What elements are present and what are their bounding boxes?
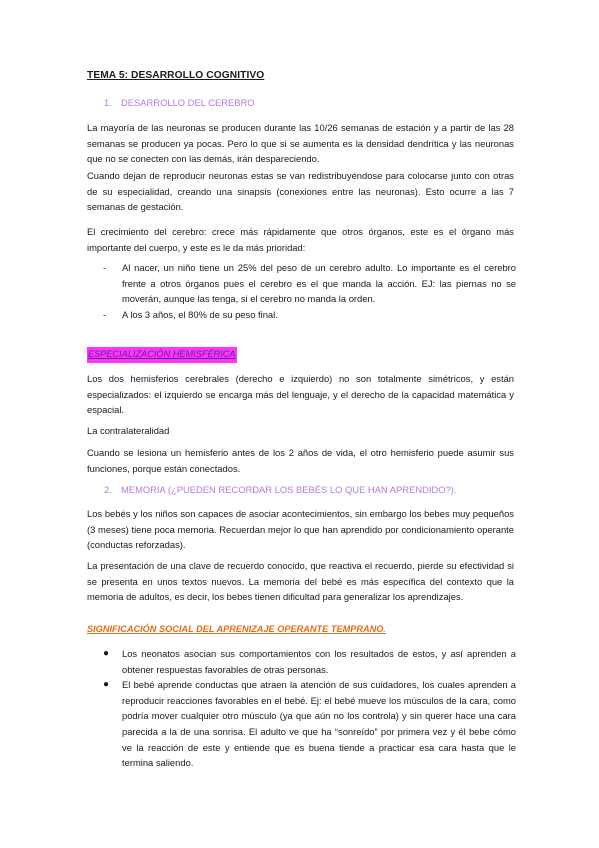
paragraph: Los bebés y los niños son capaces de asociar acontecimientos, sin embargo los bebes muy pequeños (3 meses) tiene poca memoria. Recuerdan mejor lo que han aprendido por condicionamiento operante (conductas reforzadas). — [87, 508, 514, 551]
orange-heading-suffix: . — [383, 624, 386, 634]
bullet-list — [103, 646, 516, 771]
list-item — [103, 677, 516, 771]
section-title: MEMORIA (¿PUEDEN RECORDAR LOS BEBÉS LO QUE HAN APRENDIDO?). — [121, 484, 457, 495]
list-item-text: Al nacer, un niño tiene un 25% del peso de un cerebro adulto. Lo importante es el cerebro frente a otros órganos pues el cerebro es el que manda la acción. EJ: las piernas no se moverán, aunque las tenga, si el cerebro no manda la orden. — [122, 262, 516, 305]
paragraph: Los dos hemisferios cerebrales (derecho e izquierdo) no son totalmente simétricos, y están especializados: el izquierdo se encarga más del lenguaje, y el derecho de la capacidad matemática y espacial. — [87, 373, 514, 416]
list-item — [103, 646, 516, 677]
section-number: 2. — [104, 484, 112, 495]
paragraph: La contralateralidad — [87, 425, 170, 436]
section-heading-memory — [104, 482, 456, 498]
list-item-text: Los neonatos asocian sus comportamientos con los resultados de estos, y así aprenden a obtener respuestas favorables de otras personas. — [122, 648, 516, 675]
list-marker: - — [103, 262, 107, 273]
bullet-marker: ● — [103, 648, 110, 659]
section-heading-brain — [104, 95, 255, 111]
paragraph: Cuando se lesiona un hemisferio antes de los 2 años de vida, el otro hemisferio puede asumir sus funciones, porque están conectados. — [87, 447, 514, 474]
orange-heading — [87, 622, 386, 638]
section-title: DESARROLLO DEL CEREBRO — [121, 97, 255, 108]
list-item — [103, 260, 516, 307]
bullet-marker: ● — [103, 679, 110, 691]
paragraph: El crecimiento del cerebro: crece más rápidamente que otros órganos, este es el órgano más importante del cuerpo, y este es le da más prioridad: — [87, 226, 514, 253]
list-item — [103, 307, 516, 323]
dash-list — [103, 260, 516, 322]
paragraph: La presentación de una clave de recuerdo conocido, que reactiva el recuerdo, pierde su efectividad si se presenta en unos textos nuevos. La memoria del bebé es más específica del contexto que la memoria de adultos, es decir, los bebes tienen dificultad para generalizar los aprendizajes. — [87, 560, 514, 603]
paragraph: Cuando dejan de reproducir neuronas estas se van redistribuyéndose para colocarse junto con otras de su especialidad, creando una sinapsis (conexiones entre las neuronas). Esto ocurre a las 7 semanas de gestación. — [87, 170, 514, 213]
list-marker: - — [103, 308, 107, 320]
page-title: TEMA 5: DESARROLLO COGNITIVO — [87, 70, 265, 81]
list-item-text: A los 3 años, el 80% de su peso final. — [122, 308, 278, 320]
orange-heading-text: SIGNIFICACIÓN SOCIAL DEL APRENIZAJE OPERANTE TEMPRANO — [87, 624, 384, 634]
highlighted-heading: ESPECIALIZACIÓN HEMISFÉRICA — [87, 347, 237, 363]
paragraph: La mayoría de las neuronas se producen durante las 10/26 semanas de estación y a partir de las 28 semanas se producen ya pocas. Pero lo que si se aumenta es la densidad dendrítica y las neuronas que no se conecten con las demás, irán despareciendo. — [87, 122, 514, 165]
section-number: 1. — [104, 97, 112, 108]
list-item-text: El bebé aprende conductas que atraen la atención de sus cuidadores, los cuales aprenden a reproducir reacciones favorables en el bebé. Ej: el bebé mueve los músculos de la cara, como podría mover cualquier otro músculo (ya que aún no los controla) y sin querer hace una cara parecida a la de una sonrisa. El adulto ve que ha “sonreído” por primera vez y él bebe cómo ve la reacción de este y entiende que es buena tiende a practicar esa cara hasta que le termina saliendo. — [122, 679, 516, 769]
